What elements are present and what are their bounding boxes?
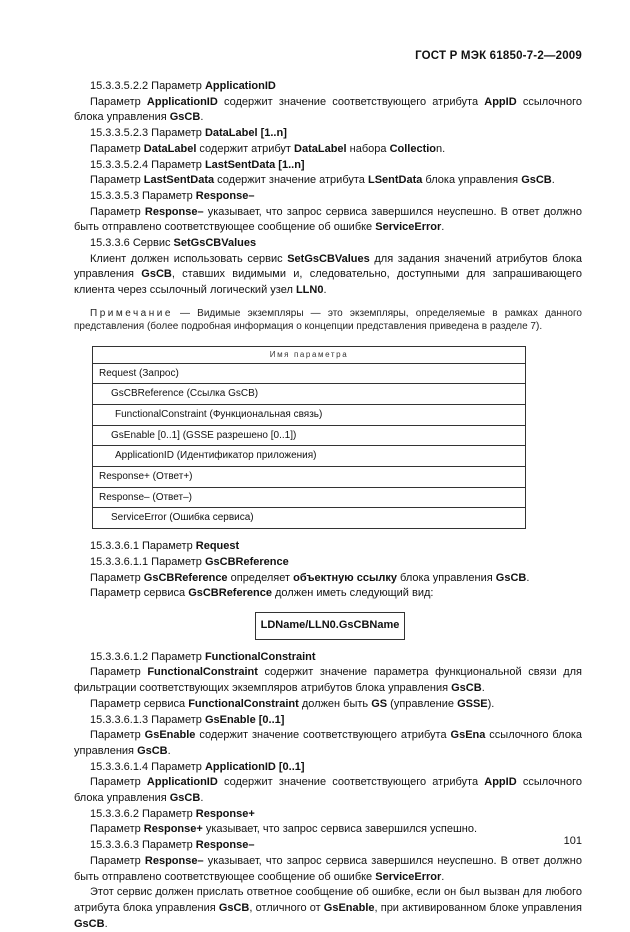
- text-run: блока управления: [422, 174, 522, 187]
- paragraph: [74, 728, 582, 759]
- text-run: для задания значений атрибутов блока управления: [74, 252, 582, 281]
- table-body: [93, 363, 526, 529]
- table-header: Имя параметра: [93, 346, 526, 363]
- bold-term: GsCB: [495, 571, 527, 584]
- bold-term: DataLabel [1..n]: [204, 127, 287, 140]
- text-run: ссылочного блока управления: [74, 729, 582, 757]
- note-text: — Видимые экземпляры — это экземпляры, определяемые в рамках данного представления (более подробная информация о концепции представления приведена в разделе 7).: [74, 307, 582, 333]
- bold-term: ApplicationID: [204, 80, 276, 92]
- text-run: блока управления: [396, 571, 496, 584]
- text-run: .: [481, 682, 485, 695]
- table-row: [93, 425, 526, 446]
- text-run: n.: [436, 142, 446, 155]
- bold-term: GsCB: [169, 111, 201, 124]
- paragraphs-top: [74, 79, 582, 299]
- bold-term: Request: [195, 540, 240, 553]
- bold-term: SetGsCBValues: [173, 237, 257, 250]
- table-row: [93, 363, 526, 384]
- bold-term: GsCB: [521, 174, 552, 187]
- text-run: Параметр сервиса: [90, 697, 189, 710]
- text-run: Параметр сервиса: [90, 587, 189, 600]
- bold-term: GsCBReference: [204, 555, 289, 568]
- bold-term: AppID: [484, 95, 517, 108]
- table-row: [93, 467, 526, 488]
- text-run: 15.3.3.6.1.3 Параметр: [90, 713, 205, 726]
- table-cell: GsCBReference (Ссылка GsCB): [93, 384, 526, 405]
- paragraph: [74, 665, 582, 696]
- bold-term: GsCB: [451, 682, 482, 695]
- paragraph: [74, 236, 582, 252]
- text-run: должен иметь следующий вид:: [271, 587, 434, 600]
- text-run: 15.3.3.6.1.2 Параметр: [90, 650, 205, 663]
- text-run: 15.3.3.5.2.4 Параметр: [90, 158, 205, 171]
- text-run: Параметр: [90, 776, 147, 789]
- table-row: [93, 446, 526, 467]
- bold-term: LSentData: [367, 174, 423, 187]
- text-run: .: [441, 870, 445, 883]
- text-run: набора: [346, 142, 390, 155]
- bold-term: GsCB: [169, 792, 201, 805]
- text-run: , ставших видимыми и, следовательно, доступными для запрашивающего клиента через ссылочный логический узел: [74, 268, 582, 297]
- table-cell: ServiceError (Ошибка сервиса): [93, 508, 526, 529]
- bold-term: Response+: [143, 823, 203, 836]
- paragraph: [74, 885, 582, 932]
- text-run: .: [551, 174, 555, 187]
- text-run: определяет: [227, 571, 294, 584]
- text-run: указывает, что запрос сервиса завершился неуспешно. В ответ должно быть отправлено соответствующее сообщение об ошибке: [74, 854, 582, 883]
- paragraph: [74, 838, 582, 854]
- text-run: 15.3.3.5.3 Параметр: [90, 189, 196, 202]
- bold-term: FunctionalConstraint: [204, 650, 316, 663]
- bold-term: FunctionalConstraint: [188, 697, 299, 710]
- paragraph: [74, 555, 582, 571]
- bold-term: GsCB: [218, 901, 250, 914]
- paragraphs-mid: [74, 539, 582, 602]
- paragraph: [74, 854, 582, 885]
- document-header: ГОСТ Р МЭК 61850-7-2—2009: [415, 50, 582, 62]
- bold-term: GsEnable: [323, 901, 375, 914]
- paragraph: [74, 571, 582, 587]
- bold-term: AppID: [484, 776, 517, 789]
- paragraph: [74, 775, 582, 806]
- text-run: .: [167, 744, 171, 757]
- paragraph: [74, 713, 582, 729]
- bold-term: DataLabel: [294, 142, 347, 155]
- bold-term: объектную ссылку: [293, 571, 397, 584]
- table-row: [93, 508, 526, 529]
- text-run: Параметр: [90, 142, 144, 155]
- bold-term: Response–: [195, 189, 255, 202]
- table-cell: FunctionalConstraint (Функциональная связь): [93, 404, 526, 425]
- bold-term: GsCB: [141, 268, 172, 281]
- paragraph: [74, 189, 582, 205]
- bold-term: GsCB: [74, 917, 105, 930]
- table-cell: Response+ (Ответ+): [93, 467, 526, 488]
- bold-term: Response+: [195, 807, 255, 820]
- text-run: указывает, что запрос сервиса завершился успешно.: [202, 823, 478, 836]
- paragraph: [74, 650, 582, 666]
- bold-term: LastSentData: [143, 174, 215, 187]
- text-run: указывает, что запрос сервиса завершился неуспешно. В ответ должно быть отправлено соответствующее сообщение об ошибке: [74, 205, 582, 234]
- text-run: ссылочного блока управления: [74, 95, 582, 124]
- text-run: Параметр: [90, 729, 145, 742]
- paragraph: [74, 205, 582, 236]
- bold-term: LLN0: [295, 284, 324, 297]
- paragraph: [74, 252, 582, 299]
- bold-term: GsEna: [450, 729, 486, 742]
- paragraph: [74, 142, 582, 158]
- paragraph: [74, 173, 582, 189]
- paragraph: [74, 539, 582, 555]
- bold-term: GSSE: [457, 697, 488, 710]
- text-run: 15.3.3.6.3 Параметр: [90, 839, 196, 852]
- bold-term: Collectio: [389, 142, 437, 155]
- text-run: (управление: [387, 697, 458, 710]
- bold-term: ApplicationID [0..1]: [204, 760, 305, 773]
- text-run: Параметр: [90, 823, 144, 836]
- text-run: содержит значение соответствующего атрибута: [217, 95, 485, 108]
- text-run: .: [441, 221, 445, 234]
- text-run: Параметр: [90, 666, 148, 679]
- page-number: 101: [563, 835, 582, 847]
- text-run: Параметр: [90, 205, 145, 218]
- text-run: .: [323, 284, 327, 297]
- text-run: содержит значение параметра функциональной связи для фильтрации соответствующих экземпляров атрибутов блока управления: [74, 666, 582, 695]
- text-run: содержит атрибут: [196, 142, 295, 155]
- text-run: содержит значение соответствующего атрибута: [195, 729, 451, 742]
- paragraph: [74, 760, 582, 776]
- text-run: .: [200, 111, 204, 124]
- paragraph: [74, 95, 582, 126]
- paragraph: [74, 822, 582, 838]
- table-row: [93, 404, 526, 425]
- page-content: [74, 79, 582, 932]
- text-run: 15.3.3.5.2.3 Параметр: [90, 127, 205, 140]
- text-run: Параметр: [90, 571, 144, 584]
- bold-term: ServiceError: [375, 870, 442, 883]
- text-run: 15.3.3.6.1.4 Параметр: [90, 760, 205, 773]
- table-cell: Response– (Ответ–): [93, 487, 526, 508]
- text-run: , отличного от: [249, 901, 324, 914]
- text-run: , при активированном блоке управления: [374, 901, 582, 914]
- table-cell: Request (Запрос): [93, 363, 526, 384]
- text-run: 15.3.3.6.2 Параметр: [90, 807, 196, 820]
- paragraph: [74, 79, 582, 95]
- bold-term: FunctionalConstraint: [147, 666, 258, 679]
- text-run: 15.3.3.6.1.1 Параметр: [90, 555, 205, 568]
- text-run: содержит значение соответствующего атрибута: [217, 776, 485, 789]
- bold-term: Response–: [195, 839, 255, 852]
- reference-format-box: LDName/LLN0.GsCBName: [255, 612, 405, 640]
- paragraph: [74, 586, 582, 602]
- table-row: [93, 487, 526, 508]
- parameter-table: [92, 346, 526, 529]
- bold-term: GsEnable: [144, 729, 196, 742]
- text-run: ссылочного блока управления: [74, 776, 582, 805]
- table-cell: GsEnable [0..1] (GSSE разрешено [0..1]): [93, 425, 526, 446]
- paragraph: [74, 126, 582, 142]
- text-run: Параметр: [90, 95, 147, 108]
- paragraph: [74, 697, 582, 713]
- table-cell: ApplicationID (Идентификатор приложения): [93, 446, 526, 467]
- bold-term: ServiceError: [375, 221, 442, 234]
- bold-term: GS: [371, 697, 388, 710]
- note-label: Примечание: [90, 307, 173, 319]
- note-paragraph: [74, 307, 582, 334]
- text-run: .: [526, 571, 530, 584]
- text-run: Параметр: [90, 854, 145, 867]
- text-run: 15.3.3.6.1 Параметр: [90, 540, 196, 553]
- bold-term: Response–: [144, 205, 204, 218]
- paragraph: [74, 807, 582, 823]
- text-run: Клиент должен использовать сервис: [90, 252, 288, 265]
- text-run: ).: [487, 697, 495, 710]
- text-run: Этот сервис должен прислать ответное сообщение об ошибке, если он был вызван для любого атрибута блока управления: [74, 886, 582, 914]
- bold-term: GsCBReference: [188, 587, 272, 600]
- text-run: 15.3.3.6 Сервис: [90, 237, 174, 250]
- text-run: 15.3.3.5.2.2 Параметр: [90, 80, 205, 92]
- text-run: .: [200, 792, 204, 805]
- bold-term: GsEnable [0..1]: [204, 713, 285, 726]
- bold-term: SetGsCBValues: [287, 252, 370, 265]
- bold-term: GsCB: [137, 744, 168, 757]
- bold-term: LastSentData [1..n]: [204, 158, 305, 171]
- bold-term: DataLabel: [143, 142, 197, 155]
- text-run: должен быть: [298, 697, 372, 710]
- paragraph: [74, 158, 582, 174]
- table-row: [93, 384, 526, 405]
- bold-term: GsCBReference: [143, 571, 228, 584]
- text-run: содержит значение атрибута: [214, 174, 368, 187]
- bold-term: Response–: [144, 854, 204, 867]
- text-run: Параметр: [90, 174, 144, 187]
- bold-term: ApplicationID: [146, 95, 218, 108]
- paragraphs-bottom: [74, 650, 582, 932]
- text-run: .: [104, 917, 108, 930]
- bold-term: ApplicationID: [146, 776, 218, 789]
